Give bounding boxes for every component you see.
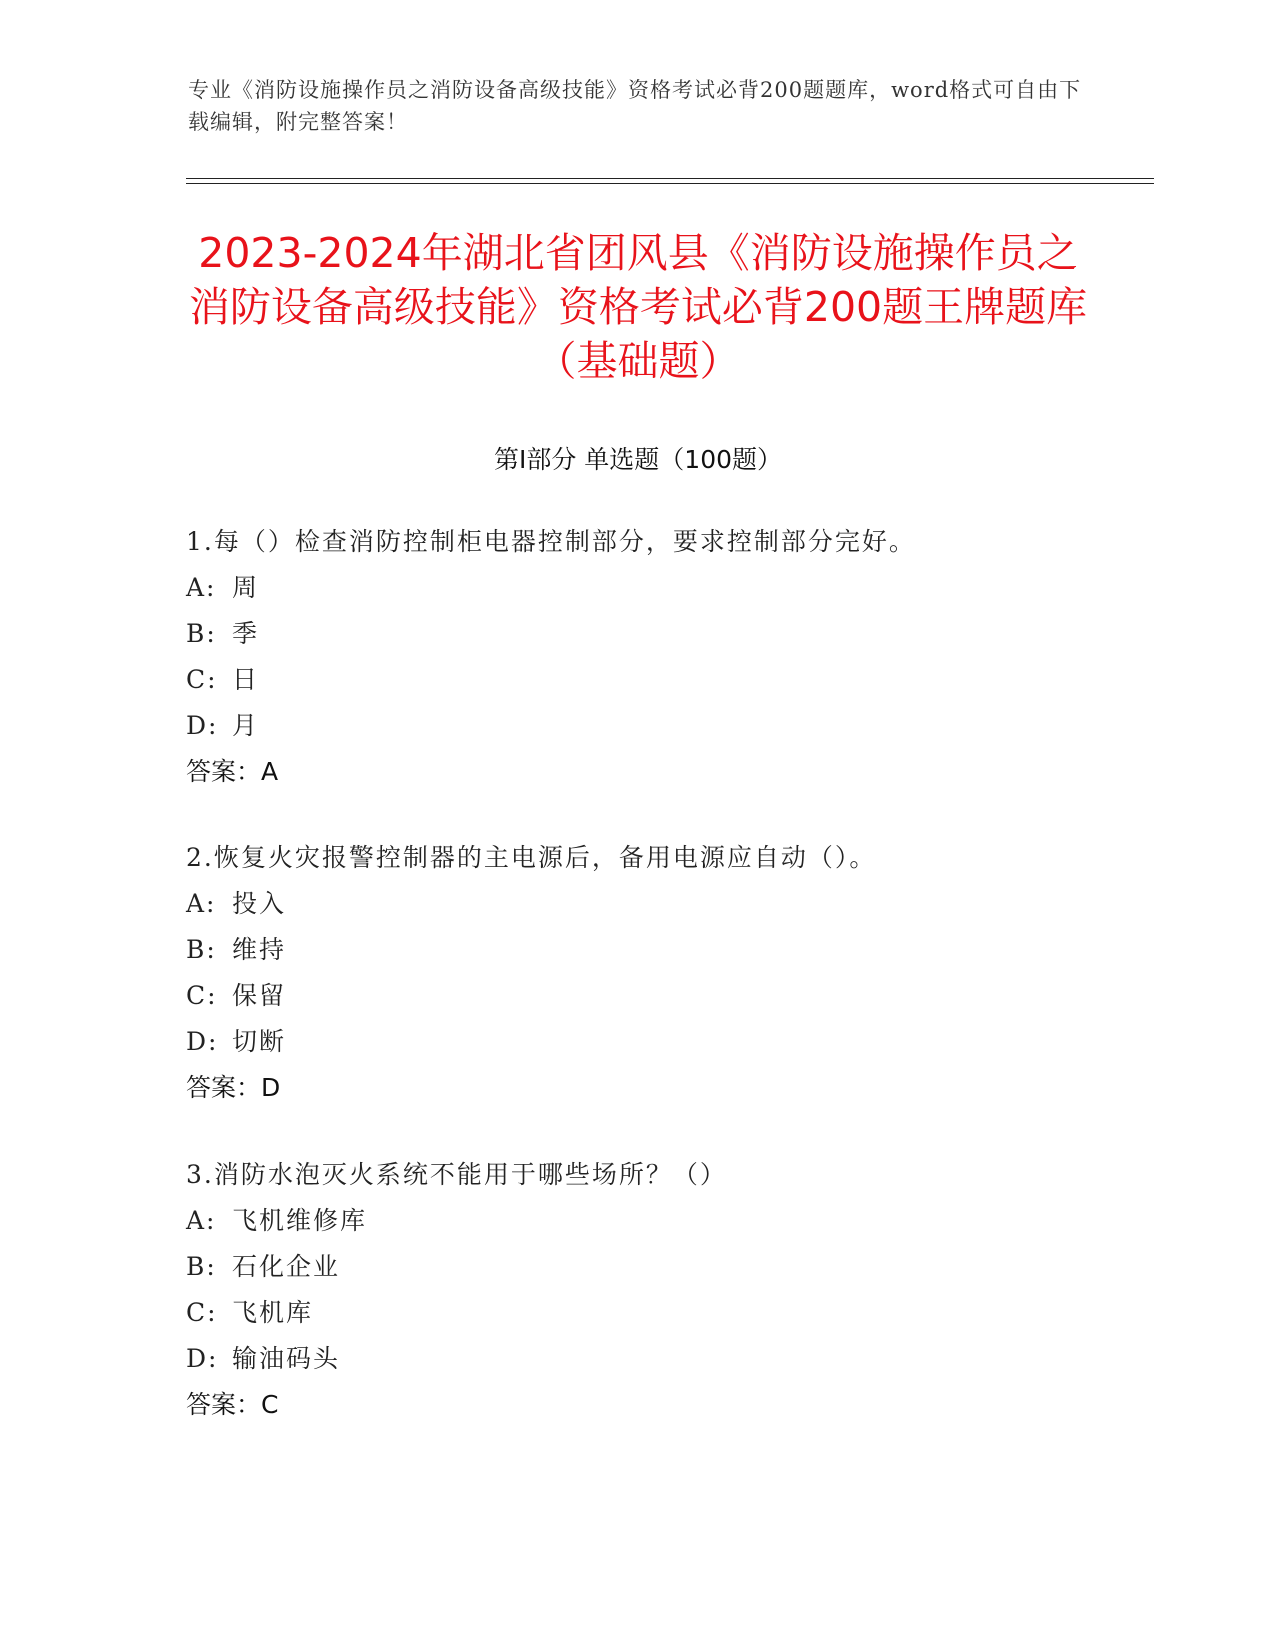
option-text: 投入 xyxy=(232,889,287,918)
option-text: 月 xyxy=(232,711,260,740)
option-key: B: xyxy=(186,935,217,964)
option-key: C: xyxy=(186,1298,218,1327)
section-heading: 第I部分 单选题（100题） xyxy=(493,445,783,474)
question-item xyxy=(186,527,1146,787)
document-title: 2023-2024年湖北省团风县《消防设施操作员之消防设备高级技能》资格考试必背200题王牌题库（基础题） xyxy=(188,229,1088,385)
answer-line: 答案：C xyxy=(186,1390,279,1419)
question-stem: 3.消防水泡灭火系统不能用于哪些场所？（） xyxy=(186,1160,727,1189)
question-item xyxy=(186,843,1146,1103)
option-text: 切断 xyxy=(232,1027,287,1056)
option-d xyxy=(186,711,1146,741)
question-stem: 2.恢复火灾报警控制器的主电源后，备用电源应自动（）。 xyxy=(186,843,877,872)
answer-line: 答案：A xyxy=(186,757,279,786)
option-text: 飞机维修库 xyxy=(232,1206,368,1235)
option-d xyxy=(186,1027,1146,1057)
option-key: A: xyxy=(186,573,217,602)
option-key: A: xyxy=(186,889,217,918)
option-c xyxy=(186,1298,1146,1328)
option-text: 石化企业 xyxy=(232,1252,341,1281)
question-stem: 1.每（）检查消防控制柜电器控制部分，要求控制部分完好。 xyxy=(186,527,916,556)
header-divider-bottom xyxy=(186,183,1154,184)
option-b xyxy=(186,619,1146,649)
option-text: 周 xyxy=(232,573,260,602)
option-key: C: xyxy=(186,981,218,1010)
option-text: 季 xyxy=(232,619,260,648)
header-divider-top xyxy=(186,178,1154,179)
option-key: A: xyxy=(186,1206,217,1235)
question-item xyxy=(186,1160,1146,1420)
option-b xyxy=(186,935,1146,965)
option-a xyxy=(186,889,1146,919)
option-text: 输油码头 xyxy=(232,1344,341,1373)
option-c xyxy=(186,665,1146,695)
option-c xyxy=(186,981,1146,1011)
option-key: C: xyxy=(186,665,218,694)
option-key: D: xyxy=(186,1344,219,1373)
answer-line: 答案：D xyxy=(186,1073,281,1102)
option-key: B: xyxy=(186,1252,217,1281)
option-d xyxy=(186,1344,1146,1374)
option-text: 维持 xyxy=(232,935,287,964)
option-key: D: xyxy=(186,1027,219,1056)
option-text: 保留 xyxy=(232,981,287,1010)
option-a xyxy=(186,1206,1146,1236)
option-a xyxy=(186,573,1146,603)
option-text: 日 xyxy=(232,665,260,694)
option-key: B: xyxy=(186,619,217,648)
header-note: 专业《消防设施操作员之消防设备高级技能》资格考试必背200题题库，word格式可自由下载编辑，附完整答案！ xyxy=(188,78,1082,134)
option-text: 飞机库 xyxy=(232,1298,314,1327)
option-key: D: xyxy=(186,711,219,740)
option-b xyxy=(186,1252,1146,1282)
